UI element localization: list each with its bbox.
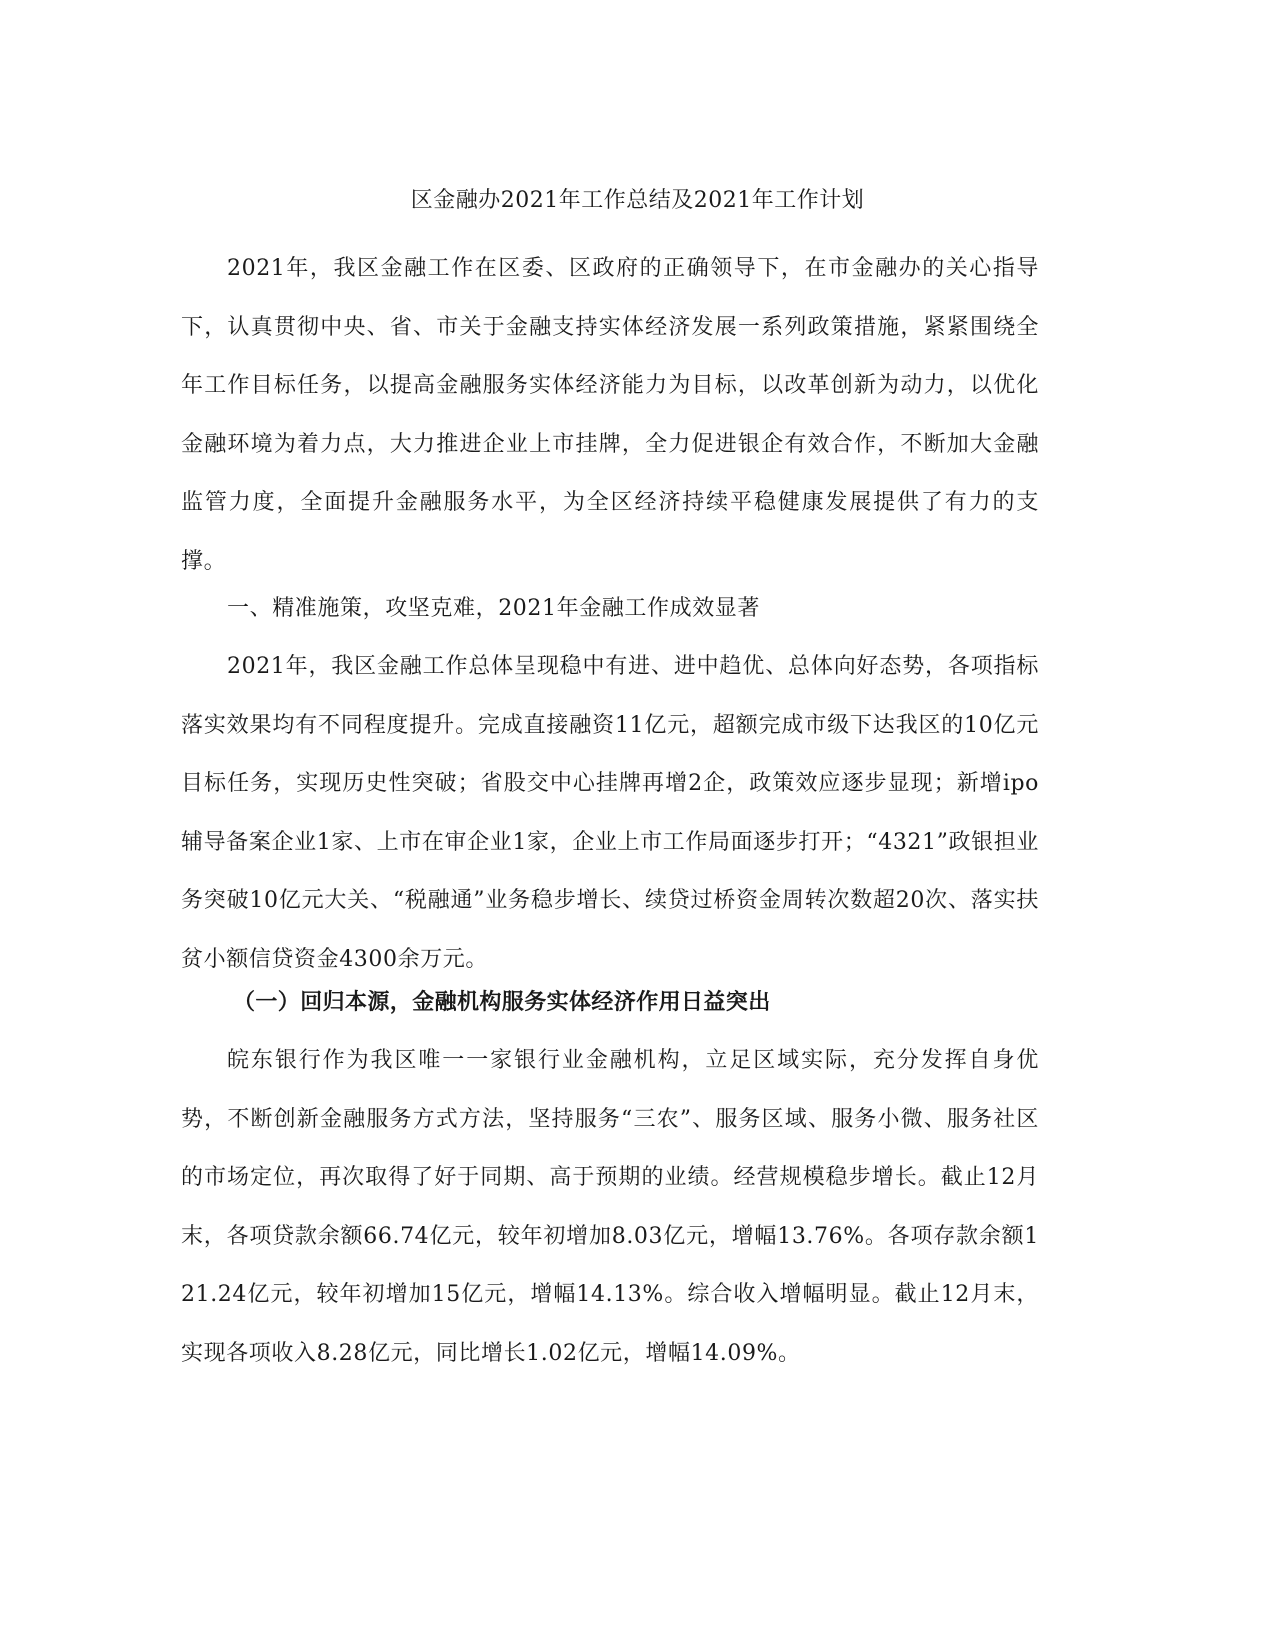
subsection1-paragraph: 皖东银行作为我区唯一一家银行业金融机构，立足区域实际，充分发挥自身优势，不断创新金融服务方式方法，坚持服务“三农”、服务区域、服务小微、服务社区的市场定位，再次取得了好于同期、高于预期的业绩。经营规模稳步增长。截止12月末，各项贷款余额66.74亿元，较年初增加8.03亿元，增幅13.76%。各项存款余额121.24亿元，较年初增加15亿元，增幅14.13%。综合收入增幅明显。截止12月末，实现各项收入8.28亿元，同比增长1.02亿元，增幅14.09%。 bbox=[181, 1048, 1039, 1366]
section1-block bbox=[181, 580, 1039, 639]
intro-block bbox=[181, 240, 1039, 591]
subsection1-heading: （一）回归本源，金融机构服务实体经济作用日益突出 bbox=[233, 990, 771, 1015]
section1-body-block bbox=[181, 638, 1039, 989]
subsection1-body-block bbox=[181, 1032, 1039, 1383]
document-title: 区金融办2021年工作总结及2021年工作计划 bbox=[410, 188, 865, 213]
section1-heading: 一、精准施策，攻坚克难，2021年金融工作成效显著 bbox=[227, 596, 760, 621]
intro-paragraph: 2021年，我区金融工作在区委、区政府的正确领导下，在市金融办的关心指导下，认真贯彻中央、省、市关于金融支持实体经济发展一系列政策措施，紧紧围绕全年工作目标任务，以提高金融服务实体经济能力为目标，以改革创新为动力，以优化金融环境为着力点，大力推进企业上市挂牌，全力促进银企有效合作，不断加大金融监管力度，全面提升金融服务水平，为全区经济持续平稳健康发展提供了有力的支撑。 bbox=[181, 256, 1039, 574]
section1-paragraph: 2021年，我区金融工作总体呈现稳中有进、进中趋优、总体向好态势，各项指标落实效果均有不同程度提升。完成直接融资11亿元，超额完成市级下达我区的10亿元目标任务，实现历史性突破；省股交中心挂牌再增2企，政策效应逐步显现；新增ipo辅导备案企业1家、上市在审企业1家，企业上市工作局面逐步打开；“4321”政银担业务突破10亿元大关、“税融通”业务稳步增长、续贷过桥资金周转次数超20次、落实扶贫小额信贷资金4300余万元。 bbox=[181, 654, 1039, 972]
subsection1-block bbox=[181, 974, 1039, 1033]
